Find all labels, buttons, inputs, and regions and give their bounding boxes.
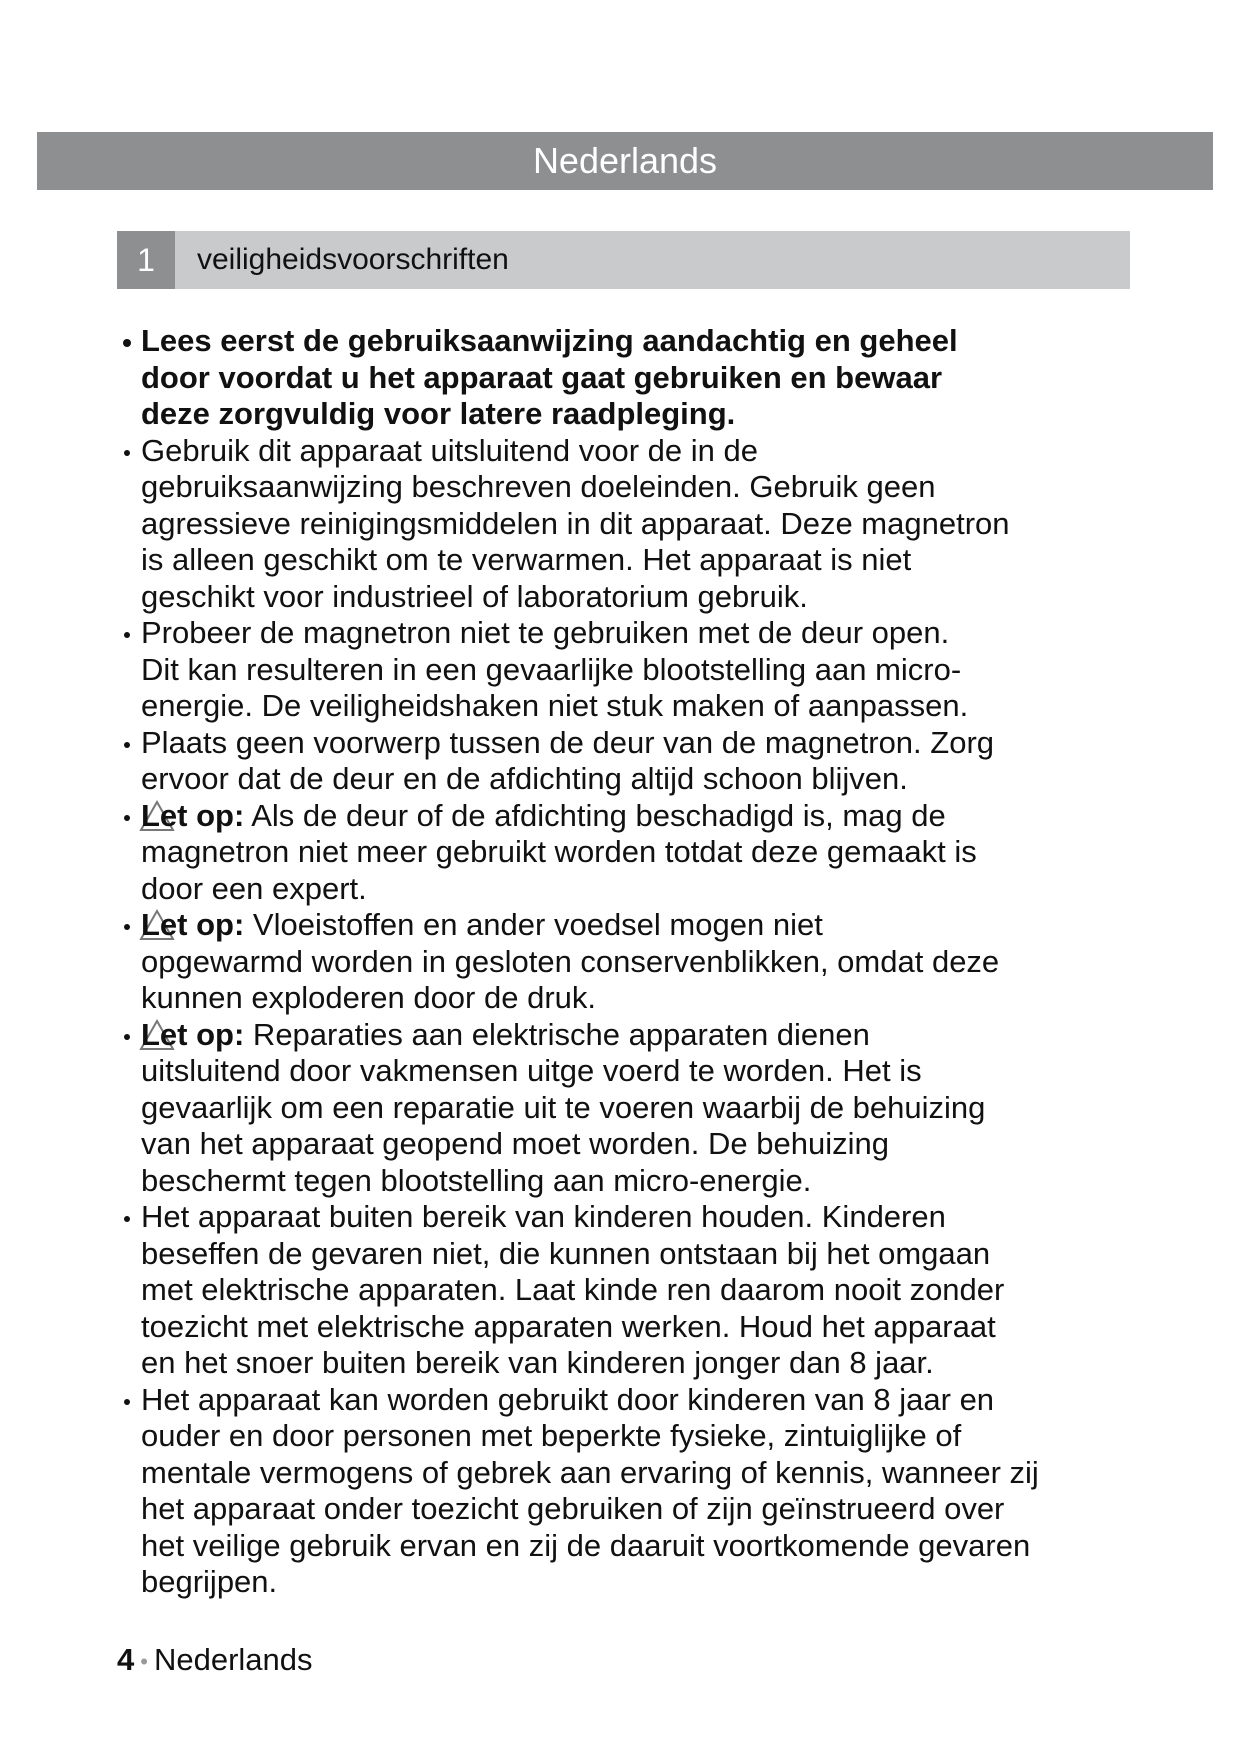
text-line: ouder en door personen met beperkte fysieke, zintuiglijke of: [141, 1418, 962, 1453]
text-run: Vloeistoffen en ander voedsel mogen niet: [244, 907, 823, 942]
warning-text: Let op:: [141, 797, 245, 833]
list-item: [141, 615, 1039, 725]
text-run: Als de deur of de afdichting beschadigd is, mag de: [244, 797, 946, 833]
list-item: [141, 1382, 1039, 1601]
text-line: Gebruik dit apparaat uitsluitend voor de in de: [141, 432, 758, 468]
text-line: is alleen geschikt om te verwarmen. Het apparaat is niet: [141, 542, 912, 577]
text-line: beseffen de gevaren niet, die kunnen ontstaan bij het omgaan: [141, 1235, 991, 1271]
text-line: toezicht met elektrische apparaten werken. Houd het apparaat: [141, 1308, 996, 1344]
separator-dot: •: [140, 1648, 148, 1674]
list-item: [141, 725, 1039, 798]
text-line: uitsluitend door vakmensen uitge voerd te worden. Het is: [141, 1053, 922, 1088]
footer-language: Nederlands: [153, 1642, 313, 1677]
section-heading: [117, 231, 1130, 289]
text-line: beschermt tegen blootstelling aan micro-energie.: [141, 1162, 812, 1198]
text-line: het veilige gebruik ervan en zij de daaruit voortkomende gevaren: [141, 1527, 1031, 1563]
text-line: gevaarlijk om een reparatie uit te voeren waarbij de behuizing: [141, 1089, 986, 1125]
warning-item: [141, 798, 1039, 908]
text-line: agressieve reinigingsmiddelen in dit apparaat. Deze magnetron: [141, 505, 1010, 541]
safety-list: [141, 323, 1039, 1601]
text-line: [141, 1017, 1039, 1054]
language-header: Nederlands: [37, 132, 1213, 190]
text-line: kunnen exploderen door de druk.: [141, 980, 596, 1015]
warning-label: [141, 1017, 244, 1052]
text-line: van het apparaat geopend moet worden. De behuizing: [141, 1126, 889, 1161]
text-line: mentale vermogens of gebrek aan ervaring of kennis, wanneer zij: [141, 1454, 1039, 1490]
text-line: [141, 798, 1039, 835]
text-line: energie. De veiligheidshaken niet stuk maken of aanpassen.: [141, 688, 969, 723]
warning-label: [141, 907, 244, 942]
text-line: [141, 907, 1039, 944]
text-line: ervoor dat de deur en de afdichting altijd schoon blijven.: [141, 761, 908, 796]
text-line: deze zorgvuldig voor latere raadpleging.: [141, 396, 736, 431]
warning-text: Let op:: [141, 907, 245, 942]
text-line: Het apparaat buiten bereik van kinderen houden. Kinderen: [141, 1199, 946, 1234]
page-footer: [117, 1642, 313, 1678]
text-line: Plaats geen voorwerp tussen de deur van de magnetron. Zorg: [141, 724, 995, 760]
text-line: Dit kan resulteren in een gevaarlijke blootstelling aan micro-: [141, 651, 962, 687]
text-line: Probeer de magnetron niet te gebruiken met de deur open.: [141, 615, 950, 650]
text-line: door voordat u het apparaat gaat gebruiken en bewaar: [141, 359, 943, 395]
text-run: Reparaties aan elektrische apparaten dienen: [244, 1016, 870, 1052]
text-line: geschikt voor industrieel of laboratorium gebruik.: [141, 578, 808, 614]
warning-text: Let op:: [141, 1016, 245, 1052]
text-line: Lees eerst de gebruiksaanwijzing aandachtig en geheel: [141, 323, 958, 358]
text-line: begrijpen.: [141, 1564, 278, 1599]
warning-label: [141, 798, 244, 833]
section-title: veiligheidsvoorschriften: [197, 243, 509, 276]
list-item: [141, 433, 1039, 616]
text-line: Het apparaat kan worden gebruikt door kinderen van 8 jaar en: [141, 1381, 995, 1417]
text-line: met elektrische apparaten. Laat kinde ren daarom nooit zonder: [141, 1272, 1005, 1307]
text-line: opgewarmd worden in gesloten conservenblikken, omdat deze: [141, 943, 1000, 979]
page-number: 4: [117, 1642, 135, 1677]
warning-item: [141, 1017, 1039, 1200]
text-line: door een expert.: [141, 870, 367, 906]
section-number: 1: [117, 231, 175, 289]
warning-item: [141, 907, 1039, 1017]
text-line: gebruiksaanwijzing beschreven doeleinden. Gebruik geen: [141, 469, 936, 504]
text-line: magnetron niet meer gebruikt worden totdat deze gemaakt is: [141, 834, 977, 869]
list-item: [141, 323, 1039, 433]
text-line: het apparaat onder toezicht gebruiken of zijn geïnstrueerd over: [141, 1491, 1005, 1526]
text-line: en het snoer buiten bereik van kinderen jonger dan 8 jaar.: [141, 1345, 934, 1380]
list-item: [141, 1199, 1039, 1382]
